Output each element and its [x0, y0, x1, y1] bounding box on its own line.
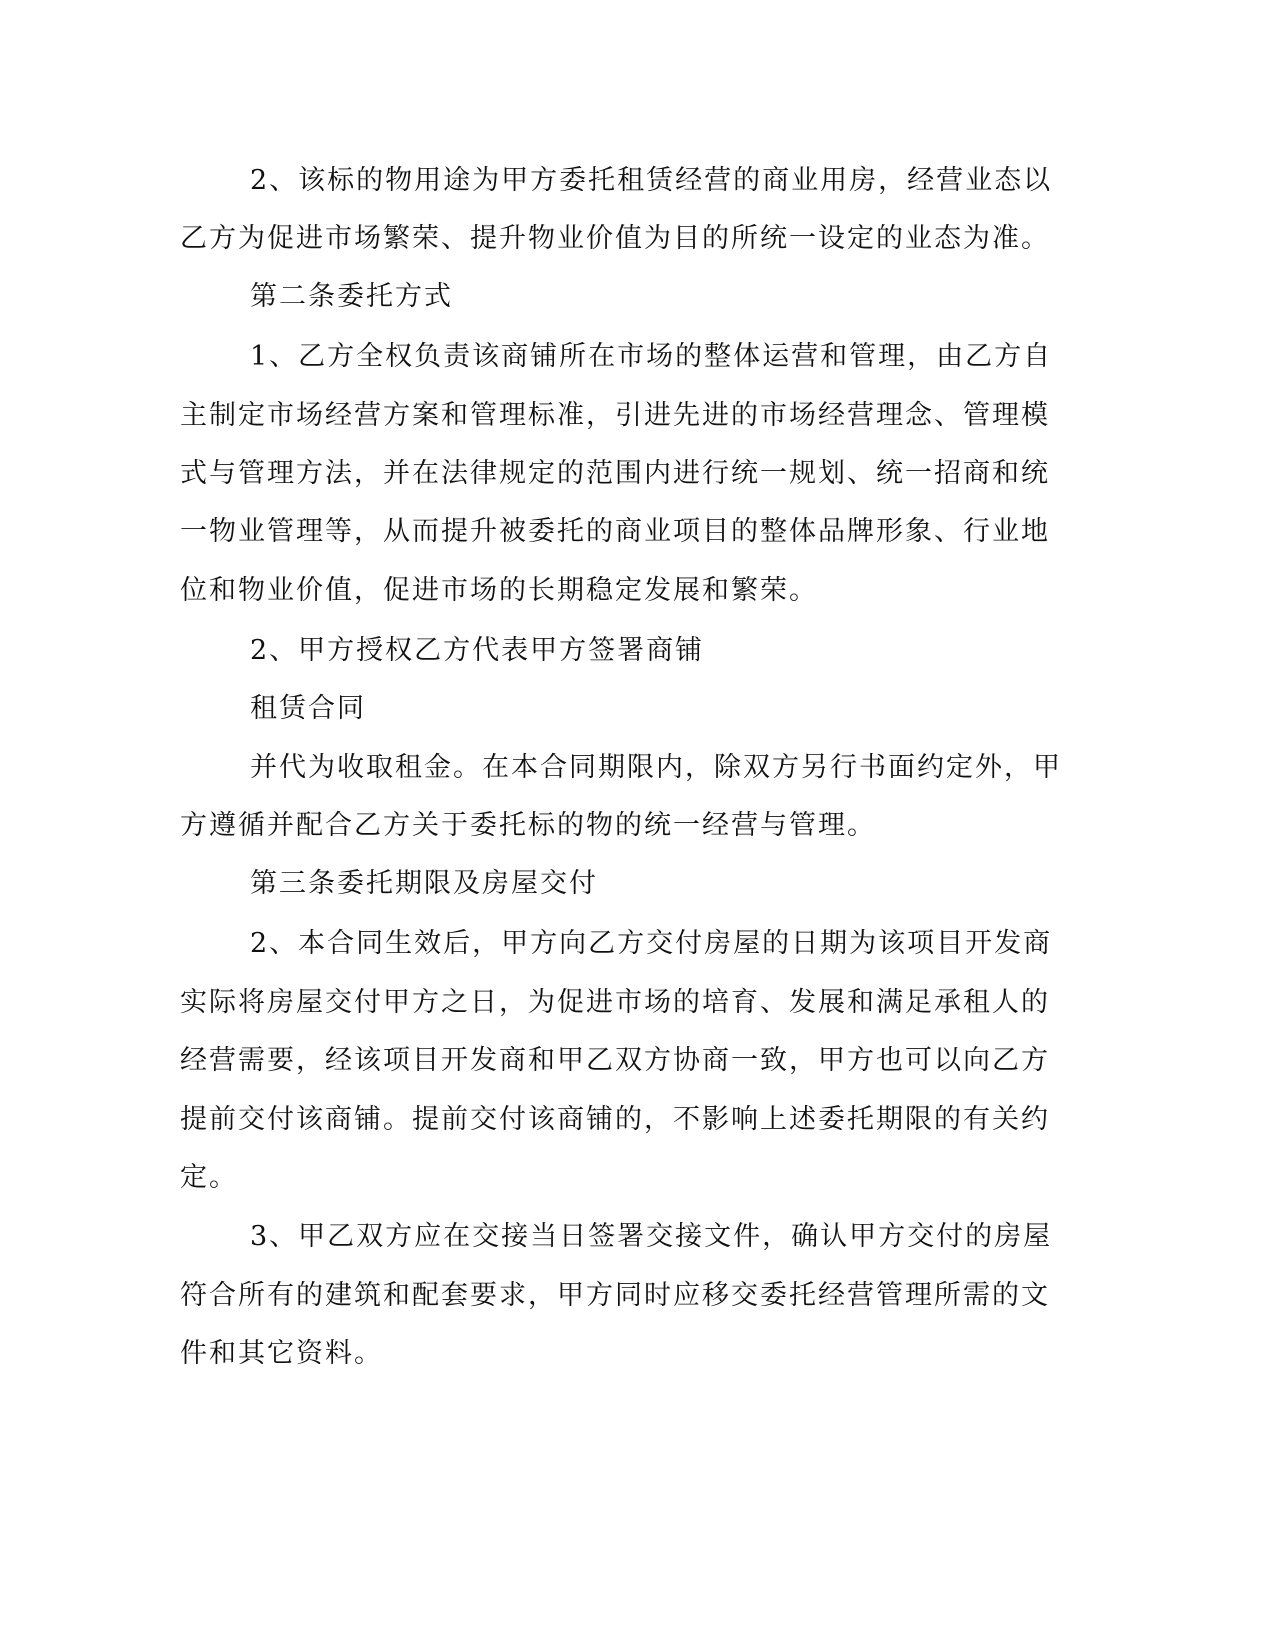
text-line: 方遵循并配合乙方关于委托标的物的统一经营与管理。 [180, 810, 876, 841]
section-heading: 第二条委托方式 [250, 281, 453, 312]
text-line: 1、乙方全权负责该商铺所在市场的整体运营和管理，由乙方自 [250, 341, 1053, 372]
section-heading: 第三条委托期限及房屋交付 [250, 868, 598, 899]
text-line: 并代为收取租金。在本合同期限内，除双方另行书面约定外，甲 [250, 752, 1062, 783]
text-line: 定。 [180, 1162, 238, 1193]
text-line: 乙方为促进市场繁荣、提升物业价值为目的所统一设定的业态为准。 [180, 223, 1050, 254]
text-line: 件和其它资料。 [180, 1338, 383, 1369]
text-line: 租赁合同 [250, 693, 366, 724]
text-line: 实际将房屋交付甲方之日，为促进市场的培育、发展和满足承租人的 [180, 987, 1050, 1018]
text-line: 主制定市场经营方案和管理标准，引进先进的市场经营理念、管理模 [180, 400, 1050, 431]
text-line: 3、甲乙双方应在交接当日签署交接文件，确认甲方交付的房屋 [250, 1221, 1053, 1252]
text-line: 经营需要，经该项目开发商和甲乙双方协商一致，甲方也可以向乙方 [180, 1045, 1050, 1076]
text-line: 符合所有的建筑和配套要求，甲方同时应移交委托经营管理所需的文 [180, 1280, 1050, 1311]
text-line: 位和物业价值，促进市场的长期稳定发展和繁荣。 [180, 575, 818, 606]
text-line: 2、甲方授权乙方代表甲方签署商铺 [250, 635, 705, 666]
text-line: 提前交付该商铺。提前交付该商铺的，不影响上述委托期限的有关约 [180, 1104, 1050, 1135]
text-line: 式与管理方法，并在法律规定的范围内进行统一规划、统一招商和统 [180, 458, 1050, 489]
text-line: 2、本合同生效后，甲方向乙方交付房屋的日期为该项目开发商 [250, 928, 1053, 959]
text-line: 一物业管理等，从而提升被委托的商业项目的整体品牌形象、行业地 [180, 516, 1050, 547]
text-line: 2、该标的物用途为甲方委托租赁经营的商业用房，经营业态以 [250, 165, 1053, 196]
